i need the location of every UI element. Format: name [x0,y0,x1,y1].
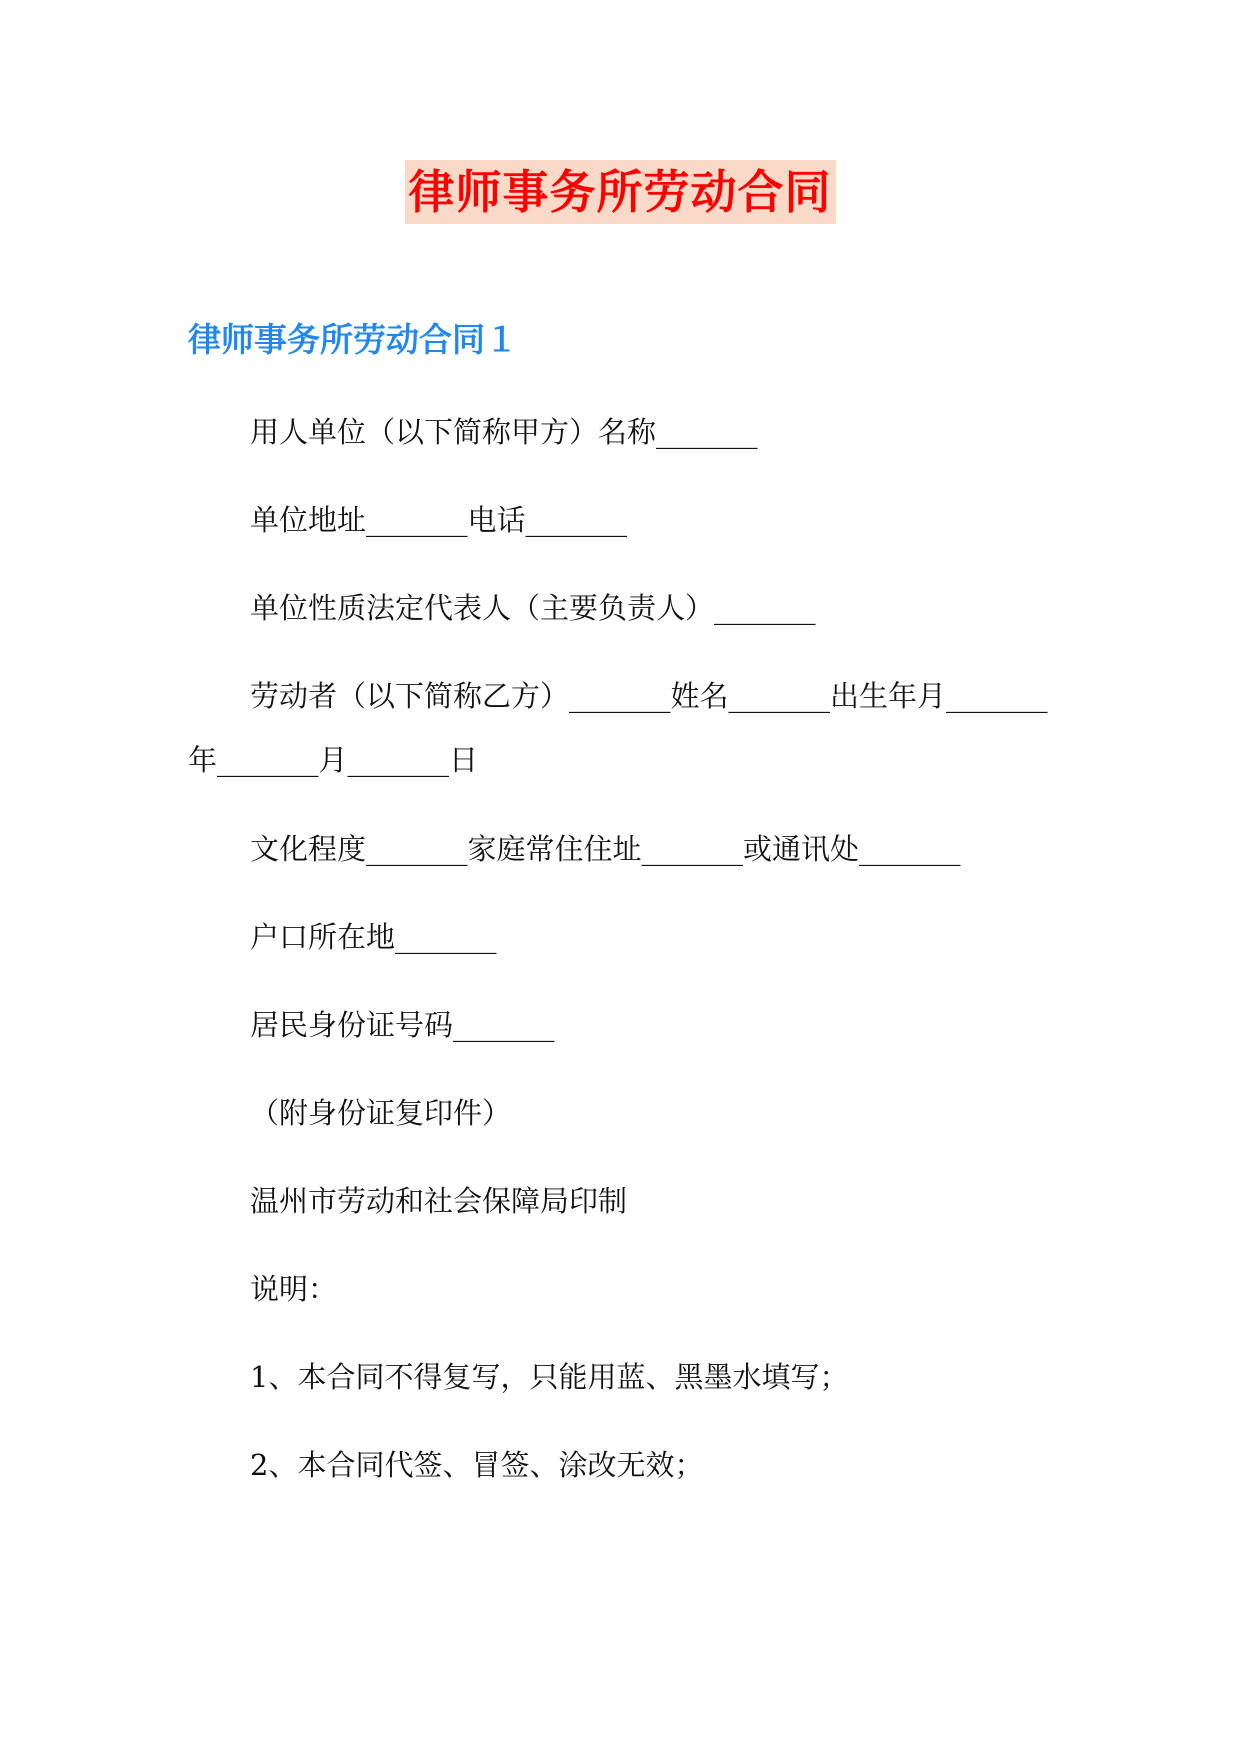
paragraph-id-number: 居民身份证号码_______ [250,1008,555,1042]
paragraph-employee-info: 劳动者（以下简称乙方）_______姓名_______出生年月_______年_______月_______日 [188,679,1048,777]
paragraph-note-2: 2、本合同代签、冒签、涂改无效； [250,1448,704,1482]
paragraph-household-registration: 户口所在地_______ [250,920,497,954]
paragraph-legal-representative: 单位性质法定代表人（主要负责人）_______ [250,591,816,625]
paragraph-education-address: 文化程度_______家庭常住住址_______或通讯处_______ [250,832,961,866]
paragraph-printed-by: 温州市劳动和社会保障局印制 [250,1184,628,1218]
paragraph-employer-name: 用人单位（以下简称甲方）名称_______ [250,415,758,449]
section-heading: 律师事务所劳动合同１ [188,320,518,359]
paragraph-id-copy-note: （附身份证复印件） [250,1096,512,1130]
paragraph-note-1: 1、本合同不得复写，只能用蓝、黑墨水填写； [250,1360,849,1394]
paragraph-notes-heading: 说明： [250,1272,338,1306]
paragraph-employer-address: 单位地址_______电话_______ [250,503,628,537]
title-container [0,160,1240,224]
document-title: 律师事务所劳动合同 [405,160,836,224]
